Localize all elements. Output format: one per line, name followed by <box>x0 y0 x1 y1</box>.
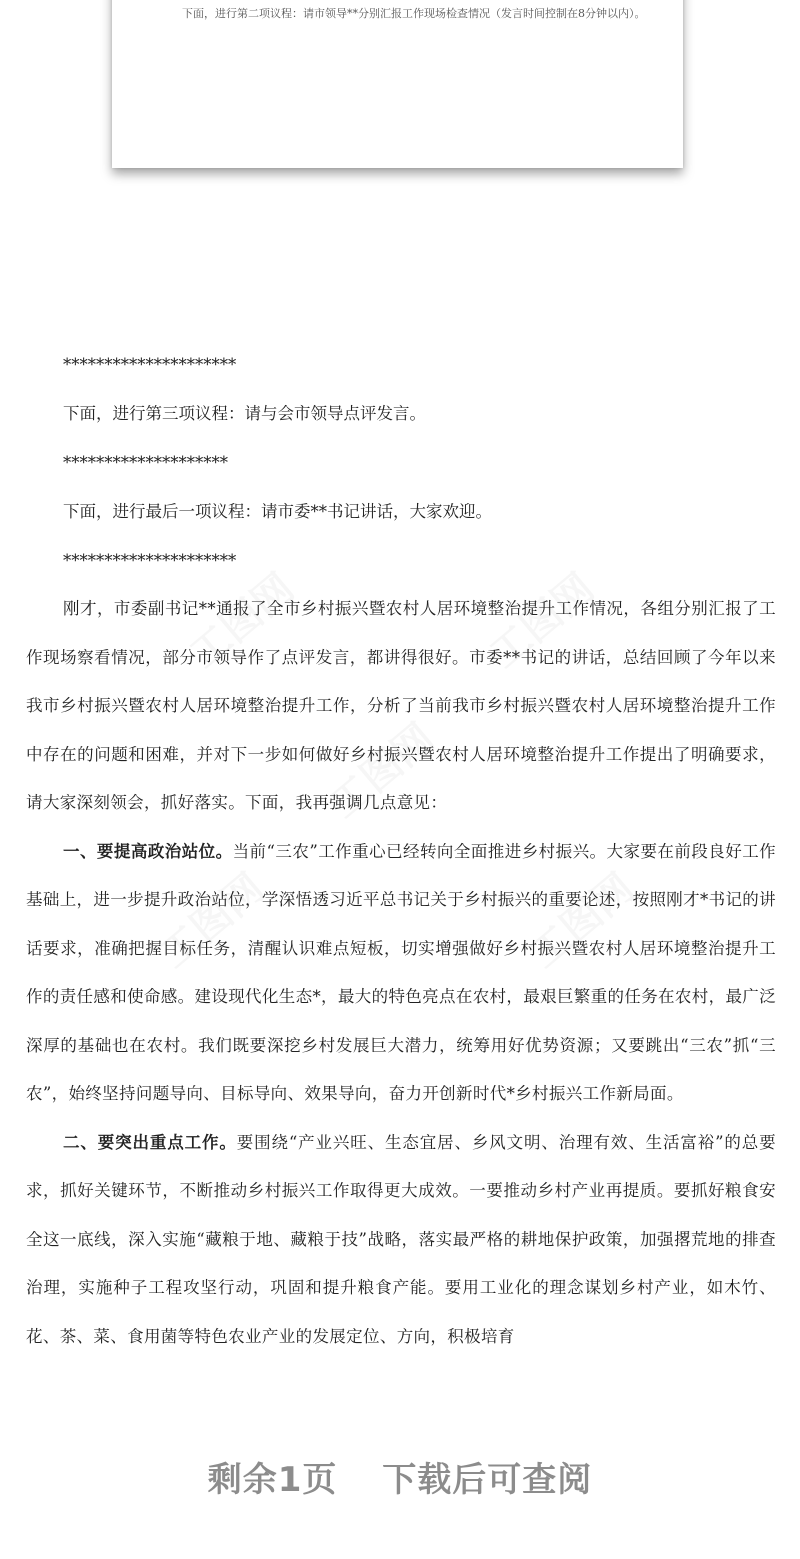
point-one-body: 当前“三农”工作重心已经转向全面推进乡村振兴。大家要在前段良好工作基础上，进一步提升政治站位，学深悟透习近平总书记关于乡村振兴的重要论述，按照刚才*书记的讲话要求，准确把握目标任务，清醒认识难点短板，切实增强做好乡村振兴暨农村人居环境整治提升工作的责任感和使命感。建设现代化生态*，最大的特色亮点在农村，最艰巨繁重的任务在农村，最广泛深厚的基础也在农村。我们既要深挖乡村发展巨大潜力，统筹用好优势资源；又要跳出“三农”抓“三农”，始终坚持问题导向、目标导向、效果导向，奋力开创新时代*乡村振兴工作新局面。 <box>26 841 777 1103</box>
point-one-paragraph <box>26 828 776 1119</box>
remaining-pages-label: 剩余1页 <box>207 1460 338 1500</box>
document-body <box>26 340 776 1361</box>
preview-text: 下面，进行第二项议程：请市领导**分别汇报工作现场检查情况（发言时间控制在8分钟以内）。 <box>182 7 646 20</box>
agenda-line: 下面，进行第三项议程：请与会市领导点评发言。 <box>63 404 426 423</box>
separator-line: ********************* <box>63 355 237 374</box>
point-two-body: 要围绕“产业兴旺、生态宜居、乡风文明、治理有效、生活富裕”的总要求，抓好关键环节，不断推动乡村振兴工作取得更大成效。一要推动乡村产业再提质。要抓好粮食安全这一底线，深入实施“藏粮于地、藏粮于技”战略，落实最严格的耕地保护政策，加强撂荒地的排查治理，实施种子工程攻坚行动，巩固和提升粮食产能。要用工业化的理念谋划乡村产业，如木竹、花、茶、菜、食用菌等特色农业产业的发展定位、方向，积极培育 <box>26 1132 777 1346</box>
previous-page-preview <box>112 0 683 168</box>
point-two-paragraph <box>26 1119 776 1362</box>
intro-paragraph: 刚才，市委副书记**通报了全市乡村振兴暨农村人居环境整治提升工作情况，各组分别汇报了工作现场察看情况，部分市领导作了点评发言，都讲得很好。市委**书记的讲话，总结回顾了今年以来我市乡村振兴暨农村人居环境整治提升工作，分析了当前我市乡村振兴暨农村人居环境整治提升工作中存在的问题和困难，并对下一步如何做好乡村振兴暨农村人居环境整治提升工作提出了明确要求，请大家深刻领会，抓好落实。下面，我再强调几点意见： <box>26 599 776 812</box>
download-prompt[interactable] <box>0 1452 800 1501</box>
download-to-view-label: 下载后可查阅 <box>382 1460 593 1500</box>
separator-line: ********************* <box>63 551 237 570</box>
point-one-heading: 一、要提高政治站位。 <box>63 841 233 861</box>
point-two-heading: 二、要突出重点工作。 <box>63 1132 237 1152</box>
separator-line: ******************** <box>63 453 228 472</box>
agenda-line: 下面，进行最后一项议程：请市委**书记讲话，大家欢迎。 <box>63 502 492 521</box>
